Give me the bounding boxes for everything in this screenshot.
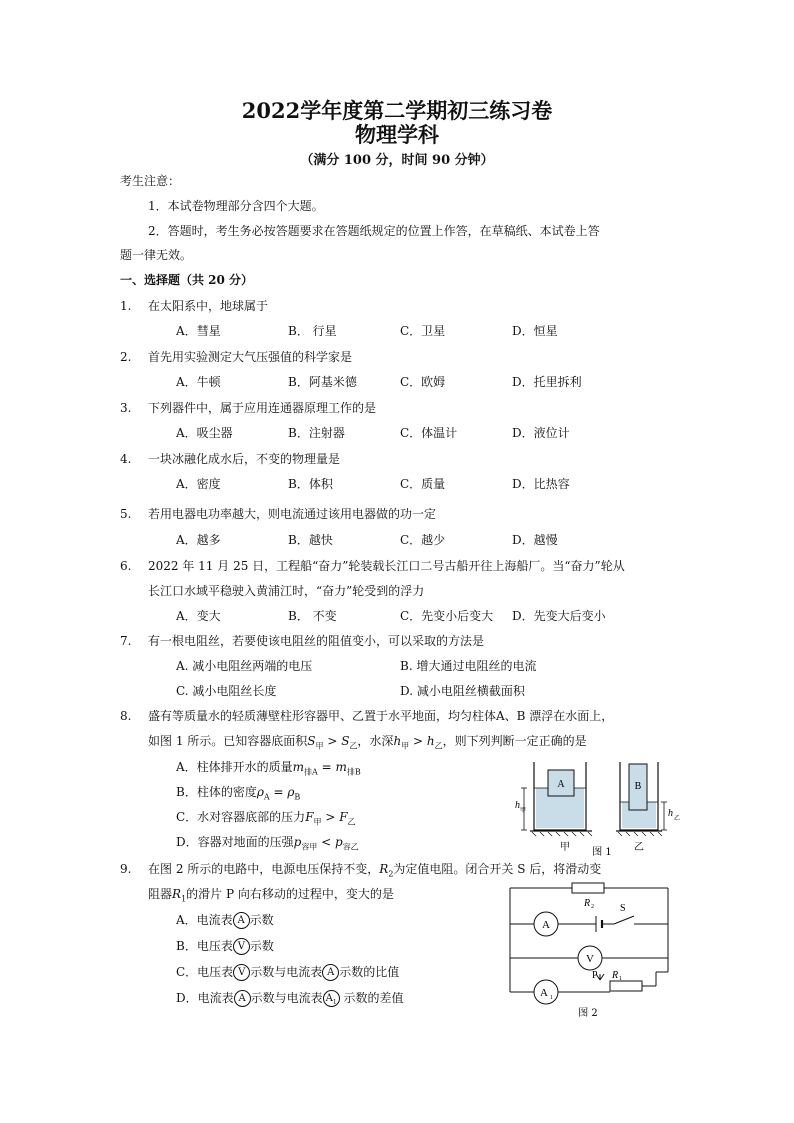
q1-option-c: C．卫星 bbox=[400, 324, 446, 338]
q8-option-d: D．容器对地面的压强$p_{容甲} < p_{容乙}$ bbox=[176, 835, 359, 852]
q8-number: 8. bbox=[120, 709, 132, 723]
svg-text:1: 1 bbox=[550, 995, 553, 1001]
h-jia-label: h bbox=[515, 800, 520, 811]
exam-info: （满分 100 分，时间 90 分钟） bbox=[300, 153, 494, 168]
notice-item-2-cont: 题一律无效。 bbox=[120, 248, 193, 262]
q5-option-d: D．越慢 bbox=[512, 533, 558, 547]
q5-option-b: B．越快 bbox=[288, 533, 333, 547]
q5-number: 5. bbox=[120, 507, 132, 521]
q9-number: 9. bbox=[120, 862, 132, 876]
svg-text:2: 2 bbox=[591, 904, 594, 910]
q5-option-a: A．越多 bbox=[176, 533, 221, 547]
ammeter-a1-label: A bbox=[540, 987, 548, 999]
q3-option-d: D．液位计 bbox=[512, 426, 570, 440]
switch-s bbox=[614, 916, 634, 924]
q9-option-b: B．电压表 V 示数 bbox=[176, 939, 274, 953]
q4-option-b: B．体积 bbox=[288, 477, 333, 491]
q1-option-a: A．彗星 bbox=[176, 324, 221, 338]
ammeter-a-label: A bbox=[542, 919, 550, 931]
q4-number: 4. bbox=[120, 452, 132, 466]
q4-option-c: C．质量 bbox=[400, 477, 446, 491]
ammeter-a1-symbol: $A_1$ bbox=[323, 990, 340, 1007]
q3-stem: 下列器件中，属于应用连通器原理工作的是 bbox=[148, 401, 377, 415]
q9-option-a: A．电流表 A 示数 bbox=[176, 913, 274, 927]
q2-number: 2. bbox=[120, 350, 132, 364]
block-a-label: A bbox=[557, 779, 565, 790]
voltmeter-symbol: V bbox=[233, 964, 250, 981]
q7-stem: 有一根电阻丝，若要使该电阻丝的阻值变小，可以采取的方法是 bbox=[148, 634, 485, 648]
q9-stem-line-1: 在图 2 所示的电路中，电源电压保持不变，$R_2$为定值电阻。闭合开关 S 后，将滑动变 bbox=[148, 862, 602, 879]
q9-option-d: D．电流表 A 示数与电流表 $A_1$ 示数的差值 bbox=[176, 991, 404, 1006]
q8-stem-line-1: 盛有等质量水的轻质薄壁柱形容器甲、乙置于水平地面，均匀柱体A、B 漂浮在水面上， bbox=[148, 709, 614, 723]
block-b-label: B bbox=[634, 781, 642, 792]
r1-label: R bbox=[612, 970, 619, 981]
q1-option-d: D．恒星 bbox=[512, 324, 558, 338]
voltmeter-symbol: V bbox=[233, 938, 250, 955]
q1-number: 1. bbox=[120, 299, 132, 313]
q8-option-a: A．柱体排开水的质量$m_{排A} = m_{排B}$ bbox=[176, 760, 361, 777]
q2-stem: 首先用实验测定大气压强值的科学家是 bbox=[148, 350, 353, 364]
q8-option-c: C．水对容器底部的压力$F_甲 > F_乙$ bbox=[176, 810, 356, 827]
figure-1-caption: 图 1 bbox=[592, 847, 612, 858]
q8-stem-line-2: 如图 1 所示。已知容器底面积$S_甲 > S_乙$，水深$h_甲 > h_乙$，则下列判断一定正确的是 bbox=[148, 734, 587, 751]
q5-stem: 若用电器电功率越大，则电流通过该用电器做的功一定 bbox=[148, 507, 437, 521]
ammeter-symbol: A bbox=[233, 912, 250, 929]
exam-title: 2022学年度第二学期初三练习卷 bbox=[241, 98, 553, 123]
slider-label: P bbox=[592, 970, 598, 981]
label-jia: 甲 bbox=[560, 842, 570, 853]
resistor-r1 bbox=[610, 981, 642, 991]
notice-item-1: 1．本试卷物理部分含四个大题。 bbox=[148, 199, 324, 213]
subject-title: 物理学科 bbox=[355, 122, 439, 147]
q2-option-b: B．阿基米德 bbox=[288, 375, 357, 389]
q2-option-d: D．托里拆利 bbox=[512, 375, 582, 389]
q6-option-d: D．先变大后变小 bbox=[512, 609, 606, 623]
q7-option-c: C. 减小电阻丝长度 bbox=[176, 684, 277, 698]
q3-option-a: A．吸尘器 bbox=[176, 426, 233, 440]
ground-hatch-jia bbox=[532, 832, 592, 836]
figure-2 bbox=[500, 876, 680, 1022]
q3-number: 3. bbox=[120, 401, 132, 415]
q2-option-c: C．欧姆 bbox=[400, 375, 446, 389]
q4-stem: 一块冰融化成水后，不变的物理量是 bbox=[148, 452, 341, 466]
q6-number: 6. bbox=[120, 559, 132, 573]
q3-option-b: B．注射器 bbox=[288, 426, 345, 440]
r2-label: R bbox=[584, 898, 591, 909]
q5-option-c: C．越少 bbox=[400, 533, 446, 547]
ammeter-symbol: A bbox=[234, 990, 251, 1007]
h-jia-sub: 甲 bbox=[520, 808, 527, 814]
q6-option-c: C．先变小后变大 bbox=[400, 609, 494, 623]
switch-label: S bbox=[620, 903, 626, 914]
q7-number: 7. bbox=[120, 634, 132, 648]
q7-option-d: D. 减小电阻丝横截面积 bbox=[400, 684, 525, 698]
voltmeter-v-label: V bbox=[586, 953, 594, 965]
figure-2-caption: 图 2 bbox=[578, 1008, 598, 1019]
notice-item-2: 2．答题时，考生务必按答题要求在答题纸规定的位置上作答，在草稿纸、本试卷上答 bbox=[148, 224, 600, 238]
ammeter-symbol: A bbox=[322, 964, 339, 981]
notice-heading: 考生注意： bbox=[120, 174, 181, 188]
q8-option-b: B．柱体的密度$\rho_A = \rho_B$ bbox=[176, 785, 301, 802]
q4-option-a: A．密度 bbox=[176, 477, 221, 491]
q6-option-a: A．变大 bbox=[176, 609, 221, 623]
q9-stem-line-2: 阻器$R_1$的滑片 P 向右移动的过程中，变大的是 bbox=[148, 887, 394, 904]
q9-option-c: C．电压表 V 示数与电流表 A 示数的比值 bbox=[176, 965, 400, 979]
h-yi-sub: 乙 bbox=[674, 816, 681, 822]
q2-option-a: A．牛顿 bbox=[176, 375, 221, 389]
ground-hatch-yi bbox=[618, 832, 662, 836]
label-yi: 乙 bbox=[634, 842, 644, 853]
resistor-r2 bbox=[572, 883, 604, 893]
q3-option-c: C．体温计 bbox=[400, 426, 458, 440]
q7-option-a: A. 减小电阻丝两端的电压 bbox=[176, 659, 313, 673]
section-heading: 一、选择题（共 20 分） bbox=[120, 273, 254, 287]
q6-option-b: B． 不变 bbox=[288, 609, 337, 623]
q6-stem-line-2: 长江口水域平稳驶入黄浦江时，“奋力”轮受到的浮力 bbox=[148, 584, 425, 598]
q7-option-b: B. 增大通过电阻丝的电流 bbox=[400, 659, 537, 673]
q1-option-b: B． 行星 bbox=[288, 324, 337, 338]
q1-stem: 在太阳系中，地球属于 bbox=[148, 299, 269, 313]
q4-option-d: D．比热容 bbox=[512, 477, 570, 491]
figure-1 bbox=[512, 752, 682, 862]
q6-stem-line-1: 2022 年 11 月 25 日，工程船“奋力”轮装载长江口二号古船开往上海船厂。当“奋力”轮从 bbox=[148, 559, 625, 573]
svg-text:1: 1 bbox=[619, 976, 622, 982]
h-yi-label: h bbox=[668, 808, 673, 819]
